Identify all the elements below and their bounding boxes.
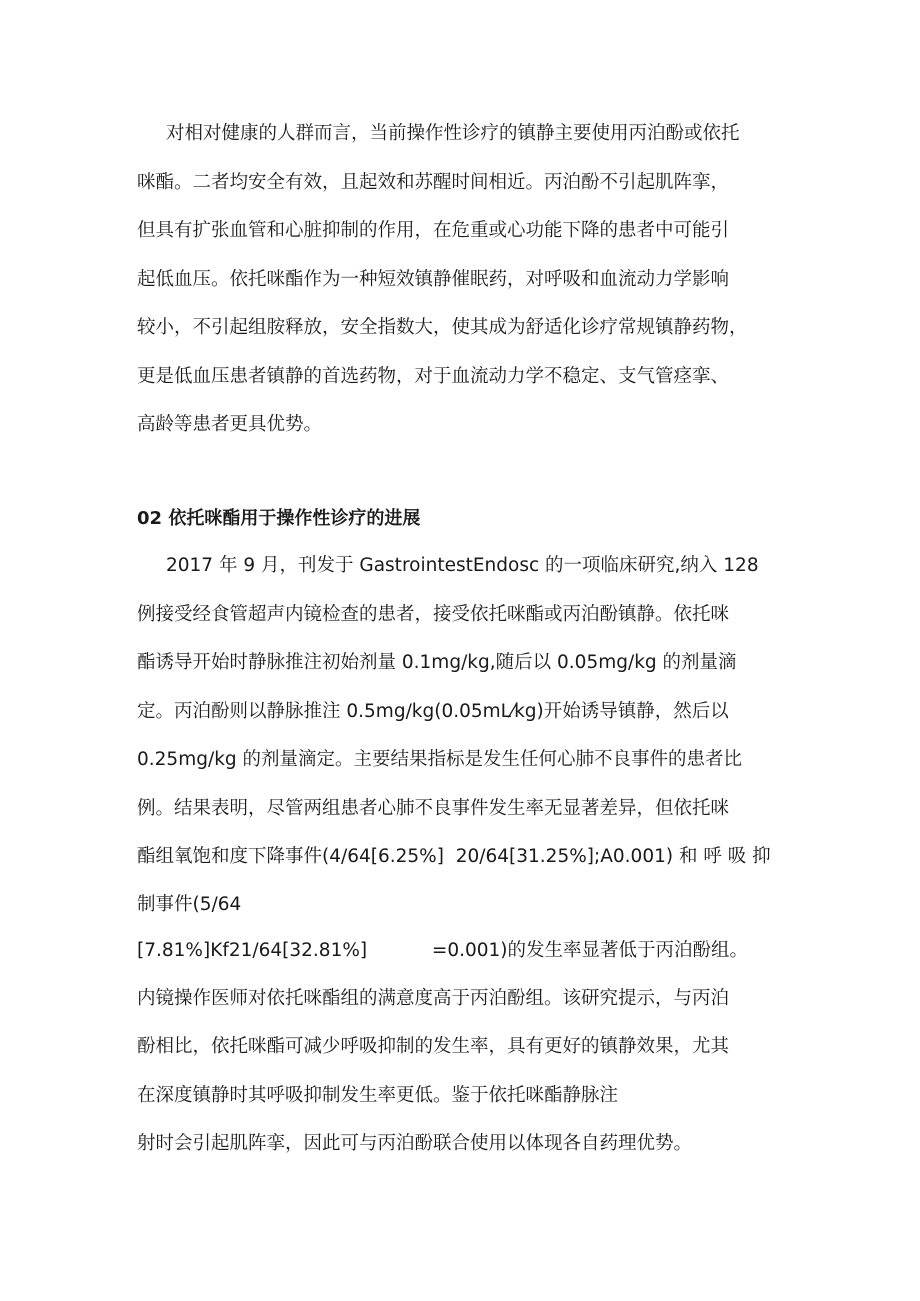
paragraph-1-line: 咪酯。二者均安全有效，且起效和苏醒时间相近。丙泊酚不引起肌阵挛， [137, 172, 730, 193]
paragraph-1-line: 高龄等患者更具优势。 [137, 414, 323, 435]
paragraph-1-line: 较小，不引起组胺释放，安全指数大，使其成为舒适化诊疗常规镇静药物， [137, 317, 748, 338]
paragraph-2-line: 酯诱导开始时静脉推注初始剂量 0.1mg/kg,随后以 0.05mg/kg 的剂量滴 [137, 652, 737, 673]
paragraph-2-line: 制事件(5/64 [137, 894, 242, 915]
paragraph-2-line: 酯组氧饱和度下降事件(4/64[6.25%] 20/64[31.25%];A0.001) 和 呼 吸 抑 [137, 846, 771, 867]
paragraph-2-line: 射时会引起肌阵挛，因此可与丙泊酚联合使用以体现各自药理优势。 [137, 1133, 693, 1154]
paragraph-2-line: 定。丙泊酚则以静脉推注 0.5mg/kg(0.05mL⁄kg)开始诱导镇静，然后以 [137, 701, 729, 722]
paragraph-2-line: 例接受经食管超声内镜检查的患者，接受依托咪酯或丙泊酚镇静。依托咪 [137, 604, 730, 625]
paragraph-1-line: 对相对健康的人群而言，当前操作性诊疗的镇静主要使用丙泊酚或依托 [166, 123, 740, 144]
paragraph-2-line: [7.81%]Kf21/64[32.81%] =0.001)的发生率显著低于丙泊酚组。 [137, 940, 749, 961]
paragraph-1-line: 更是低血压患者镇静的首选药物，对于血流动力学不稳定、支气管痉挛、 [137, 366, 730, 387]
paragraph-2-line: 酚相比，依托咪酯可减少呼吸抑制的发生率，具有更好的镇静效果，尤其 [137, 1036, 730, 1057]
paragraph-2-line: 0.25mg/kg 的剂量滴定。主要结果指标是发生任何心肺不良事件的患者比 [137, 749, 743, 770]
paragraph-2-line: 内镜操作医师对依托咪酯组的满意度高于丙泊酚组。该研究提示，与丙泊 [137, 988, 730, 1009]
paragraph-1-line: 但具有扩张血管和心脏抑制的作用，在危重或心功能下降的患者中可能引 [137, 220, 730, 241]
paragraph-2-line: 例。结果表明，尽管两组患者心肺不良事件发生率无显著差异，但依托咪 [137, 798, 730, 819]
section-heading: 02 依托咪酯用于操作性诊疗的进展 [137, 508, 421, 529]
paragraph-2-line: 2017 年 9 月，刊发于 GastrointestEndosc 的一项临床研究,纳入 128 [166, 555, 759, 576]
paragraph-1-line: 起低血压。依托咪酯作为一种短效镇静催眠药，对呼吸和血流动力学影响 [137, 269, 730, 290]
paragraph-2-line: 在深度镇静时其呼吸抑制发生率更低。鉴于依托咪酯静脉注 [137, 1085, 619, 1106]
